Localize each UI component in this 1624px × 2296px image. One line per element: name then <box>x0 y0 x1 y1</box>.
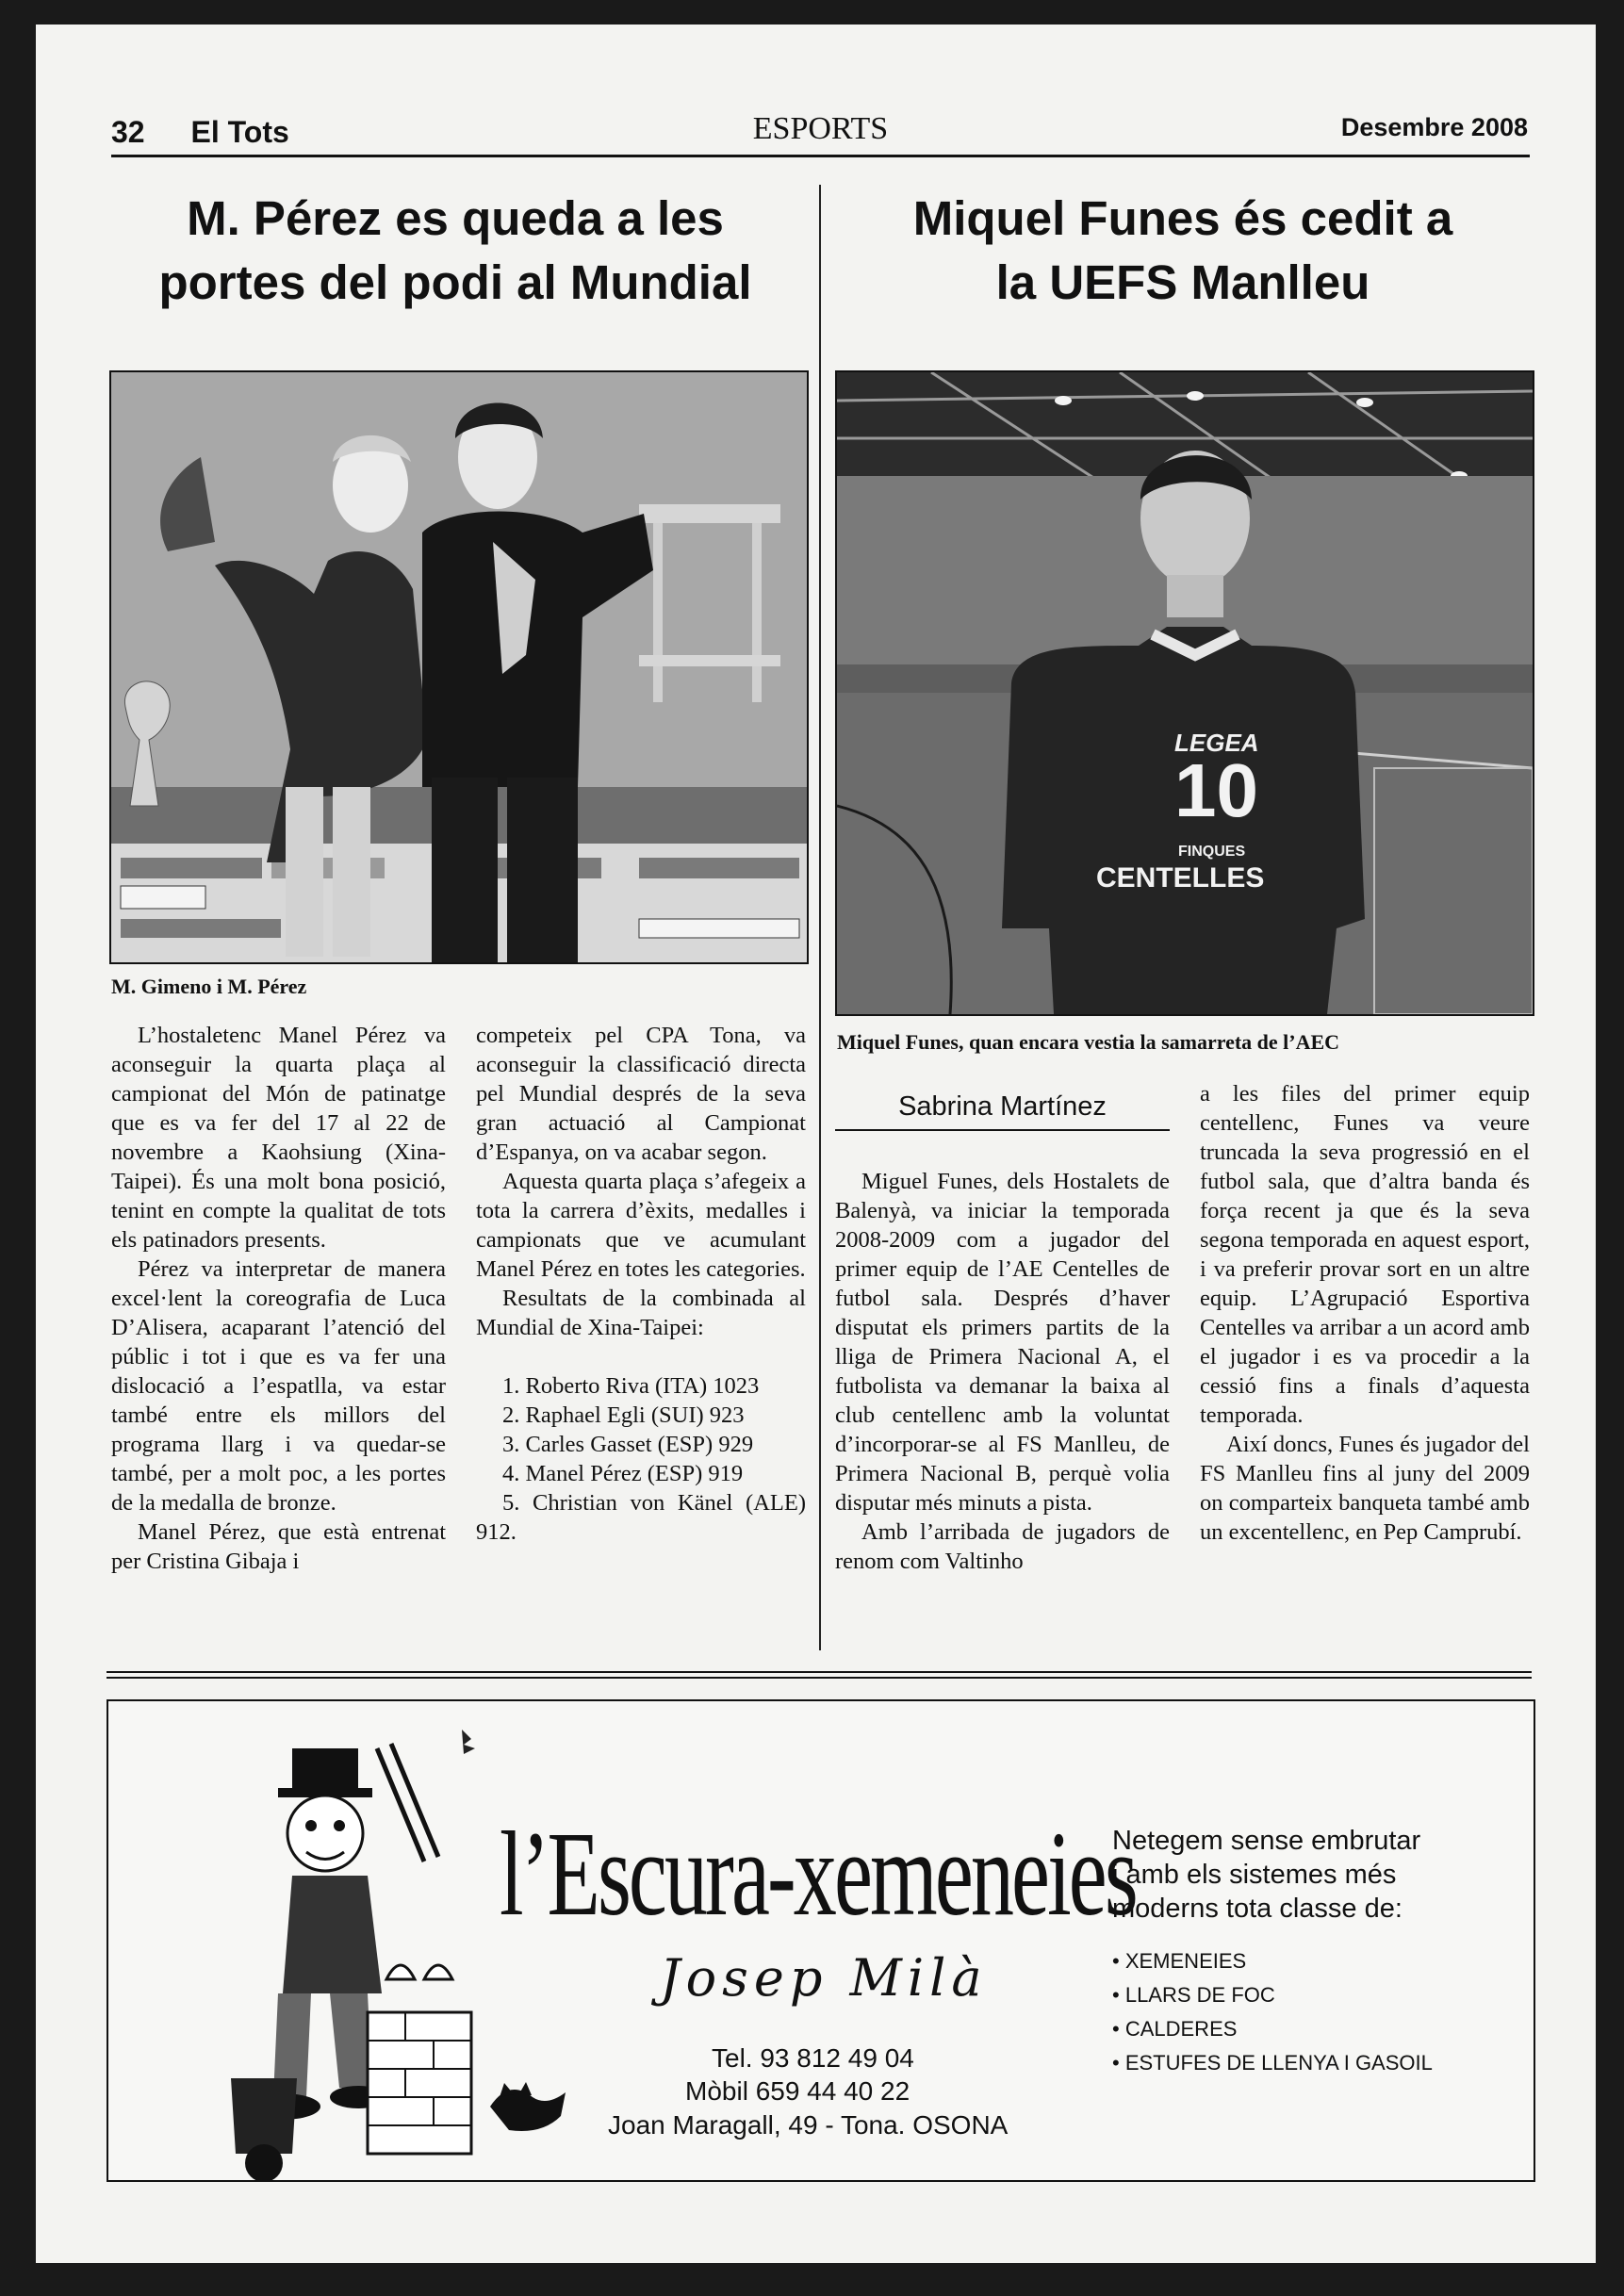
publication-name: El Tots <box>190 115 289 149</box>
right-article-column-1 <box>835 1167 1170 1576</box>
chimney-sweep-illustration <box>189 1711 584 2182</box>
list-item: • CALDERES <box>1112 2012 1433 2046</box>
ad-tagline-line1: Netegem sense embrutar <box>1112 1826 1421 1856</box>
paragraph: L’hostaletenc Manel Pérez va aconseguir la quarta plaça al campionat del Món de patinatge que es va fer del 17 al 22 de novembre a Kaohsiung (Xina-Taipei). És una molt bona posició, tenint en compte la qualitat de tots els patinadors presents. <box>111 1023 446 1253</box>
paragraph: Manel Pérez, que està entrenat per Cristina Gibaja i <box>111 1519 446 1574</box>
left-headline <box>111 187 799 315</box>
ad-tagline-line3: moderns tota classe de: <box>1112 1894 1403 1924</box>
ad-separator-top <box>107 1671 1532 1673</box>
ad-tagline-line2: i amb els sistemes més <box>1112 1860 1397 1890</box>
result-row: 1. Roberto Riva (ITA) 1023 <box>502 1373 760 1399</box>
jersey-sponsor: CENTELLES <box>1096 862 1265 894</box>
ad-owner-signature: Josep Milà <box>660 1948 988 2008</box>
ad-telephone: Tel. 93 812 49 04 <box>712 2043 914 2073</box>
ad-brand-name: l’Escura-xemeneies <box>500 1807 1136 1941</box>
result-row: 2. Raphael Egli (SUI) 923 <box>502 1402 745 1428</box>
page-number: 32 <box>111 115 145 149</box>
jersey-number: 10 <box>1174 748 1258 832</box>
right-headline-line2: la UEFS Manlleu <box>995 255 1370 309</box>
right-article-column-2 <box>1200 1079 1530 1547</box>
player-photo-image <box>837 372 1533 1014</box>
ad-separator-bottom <box>107 1677 1532 1679</box>
left-article-column-1 <box>111 1021 446 1576</box>
paragraph: Resultats de la combinada al Mundial de Xina-Taipei: <box>476 1286 806 1340</box>
issue-date: Desembre 2008 <box>1340 113 1528 141</box>
skaters-photo <box>109 370 809 964</box>
left-photo-caption: M. Gimeno i M. Pérez <box>111 975 307 998</box>
left-headline-line2: portes del podi al Mundial <box>158 255 752 309</box>
paragraph: Pérez va interpretar de manera excel·lent la coreografia de Luca D’Alisera, acaparant l’atenció del públic i tot i que es va fer una dislocació a l’espatlla, va estar també entre els millors del programa llarg i va quedar-se també, per a molt poc, a les portes de la medalla de bronze. <box>111 1256 446 1516</box>
result-row: 3. Carles Gasset (ESP) 929 <box>502 1432 754 1457</box>
skaters-photo-image <box>111 372 807 962</box>
left-article-column-2 <box>476 1021 806 1547</box>
result-row: 5. Christian von Känel (ALE) 912. <box>476 1490 806 1545</box>
left-headline-line1: M. Pérez es queda a les <box>187 191 724 245</box>
column-divider <box>819 185 821 1650</box>
ad-mobile: Mòbil 659 44 40 22 <box>685 2076 910 2106</box>
jersey-brand: LEGEA <box>1174 729 1259 757</box>
paragraph: competeix pel CPA Tona, va aconseguir la classificació directa pel Mundial després de la seva gran actuació al Campionat d’Espanya, on va acabar segon. <box>476 1023 806 1165</box>
page-header <box>111 102 1530 157</box>
paragraph: Amb l’arribada de jugadors de renom com Valtinho <box>835 1519 1170 1574</box>
advertisement <box>107 1699 1535 2182</box>
ad-services-list <box>1112 1944 1433 2080</box>
ad-tagline <box>1112 1824 1420 1926</box>
paragraph: a les files del primer equip centellenc, Funes va veure truncada la seva progressió en el futbol sala, que d’altra banda és força recent ja que és la seva segona temporada en aquest esport, i va preferir provar sort en un altre equip. L’Agrupació Esportiva Centelles va arribar a un acord amb el jugador i es va procedir a la cessió fins a finals d’aquesta temporada. <box>1200 1081 1530 1428</box>
result-row: 4. Manel Pérez (ESP) 919 <box>502 1461 744 1486</box>
right-photo-caption: Miquel Funes, quan encara vestia la samarreta de l’AEC <box>837 1030 1340 1054</box>
byline: Sabrina Martínez <box>835 1084 1170 1131</box>
list-item: • XEMENEIES <box>1112 1944 1433 1978</box>
jersey-sponsor-small: FINQUES <box>1178 844 1246 860</box>
player-photo <box>835 370 1534 1016</box>
section-title: ESPORTS <box>752 111 889 146</box>
paragraph: Miguel Funes, dels Hostalets de Balenyà, va iniciar la temporada 2008-2009 com a jugador del primer equip de l’AE Centelles de futbol sala. Després d’haver disputat els primers partits de la lliga de Primera Nacional A, el futbolista va demanar la baixa al club centellenc amb la voluntat d’incorporar-se al FS Manlleu, de Primera Nacional B, perquè volia disputar més minuts a pista. <box>835 1169 1170 1516</box>
ad-address: Joan Maragall, 49 - Tona. OSONA <box>608 2110 1009 2140</box>
list-item: • ESTUFES DE LLENYA I GASOIL <box>1112 2046 1433 2080</box>
paragraph: Aquesta quarta plaça s’afegeix a tota la carrera d’èxits, medalles i campionats que ve acumulant Manel Pérez en totes les categories. <box>476 1169 806 1282</box>
right-headline <box>834 187 1532 315</box>
paragraph: Així doncs, Funes és jugador del FS Manlleu fins al juny del 2009 on comparteix banqueta també amb un excentellenc, en Pep Camprubí. <box>1200 1432 1530 1545</box>
right-headline-line1: Miquel Funes és cedit a <box>912 191 1453 245</box>
list-item: • LLARS DE FOC <box>1112 1978 1433 2012</box>
